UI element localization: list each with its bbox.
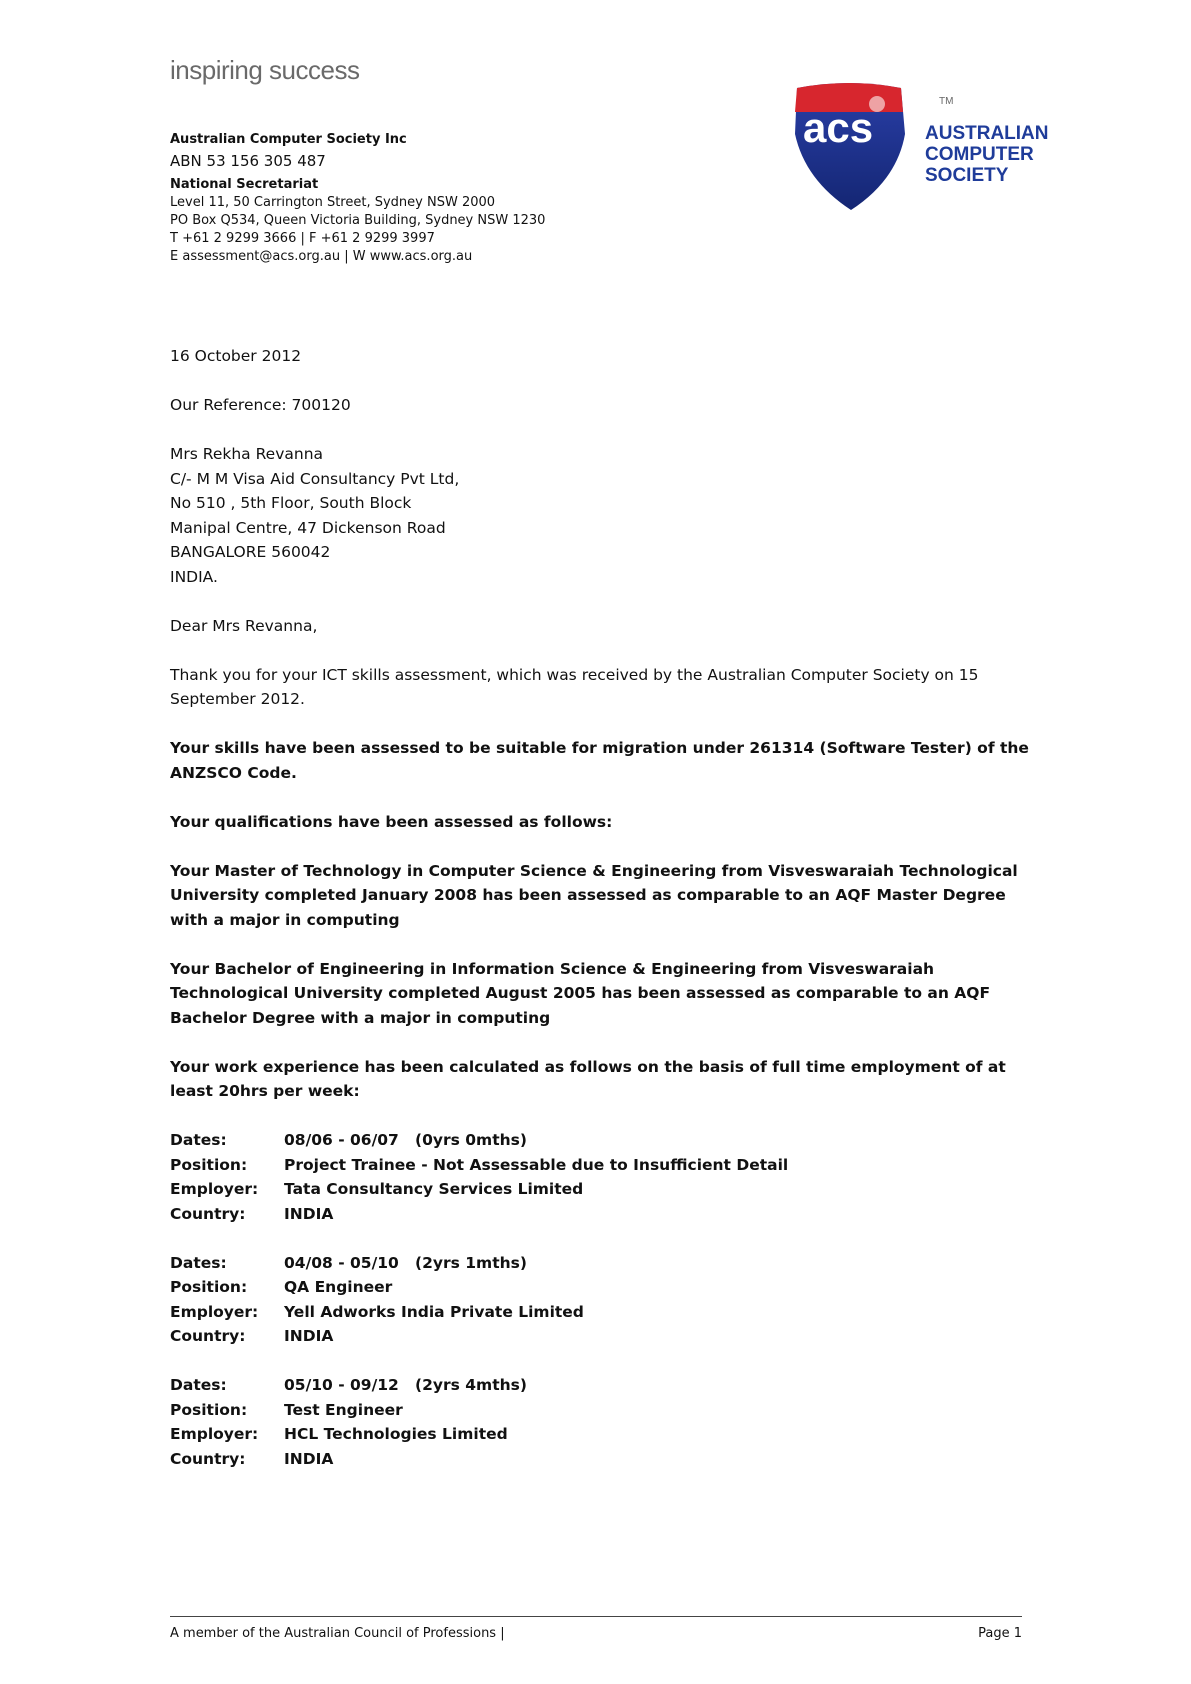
org-details: [170, 131, 545, 266]
dates-label: Dates:: [170, 1376, 227, 1394]
logo-line-2: COMPUTER: [925, 144, 1034, 165]
recipient-block: [170, 442, 1030, 589]
footer-divider: [170, 1616, 1022, 1617]
job-employer: HCL Technologies Limited: [284, 1425, 508, 1443]
letter-reference: Our Reference: 700120: [170, 396, 351, 414]
job-dates: 08/06 - 06/07 (0yrs 0mths): [284, 1131, 527, 1149]
salutation: Dear Mrs Revanna,: [170, 616, 318, 635]
country-label: Country:: [170, 1327, 246, 1345]
recipient-line: C/- M M Visa Aid Consultancy Pvt Ltd,: [170, 469, 460, 488]
footer-membership: A member of the Australian Council of Professions |: [170, 1626, 505, 1641]
address-line: PO Box Q534, Queen Victoria Building, Sydney NSW 1230: [170, 213, 546, 228]
job-entry: [170, 1251, 1030, 1349]
employer-label: Employer:: [170, 1425, 259, 1443]
position-label: Position:: [170, 1155, 248, 1174]
job-employer: Yell Adworks India Private Limited: [284, 1302, 584, 1321]
secretariat-title: National Secretariat: [170, 177, 319, 192]
skills-statement: Your skills have been assessed to be suitable for migration under 261314 (Software Tester) of the ANZSCO Code.: [170, 739, 1029, 782]
recipient-line: No 510 , 5th Floor, South Block: [170, 494, 412, 512]
page-footer: [170, 1626, 1022, 1641]
recipient-line: BANGALORE 560042: [170, 543, 331, 561]
letter-body: [170, 344, 1030, 1496]
recipient-line: Manipal Centre, 47 Dickenson Road: [170, 518, 446, 537]
country-label: Country:: [170, 1449, 246, 1468]
page-number: Page 1: [978, 1626, 1022, 1641]
job-position: QA Engineer: [284, 1278, 393, 1296]
job-position: Project Trainee - Not Assessable due to Insufficient Detail: [284, 1155, 789, 1174]
country-label: Country:: [170, 1204, 246, 1223]
address-line: E assessment@acs.org.au | W www.acs.org.au: [170, 249, 473, 264]
qualifications-heading: Your qualifications have been assessed as follows:: [170, 812, 613, 831]
experience-heading: Your work experience has been calculated as follows on the basis of full time employment of at least 20hrs per week:: [170, 1057, 1006, 1100]
job-position: Test Engineer: [284, 1400, 403, 1419]
recipient-line: Mrs Rekha Revanna: [170, 445, 324, 463]
position-label: Position:: [170, 1400, 248, 1419]
org-abn: ABN 53 156 305 487: [170, 152, 326, 170]
org-name: Australian Computer Society Inc: [170, 132, 407, 147]
address-line: T +61 2 9299 3666 | F +61 2 9299 3997: [170, 231, 435, 246]
job-entry: [170, 1128, 1030, 1226]
logo-tm: TM: [939, 96, 954, 107]
qualification-item: Your Bachelor of Engineering in Information Science & Engineering from Visveswaraiah Technological University completed August 2005 has been assessed as comparable to an AQF Bachelor Degree with a major in computing: [170, 959, 991, 1027]
letter-date: 16 October 2012: [170, 347, 302, 365]
dates-label: Dates:: [170, 1253, 227, 1272]
job-entry: [170, 1373, 1030, 1471]
job-country: INDIA: [284, 1449, 334, 1468]
logo-mark: acs: [803, 104, 874, 151]
intro-paragraph: Thank you for your ICT skills assessment, which was received by the Australian Computer Society on 15 September 2012.: [170, 665, 979, 708]
recipient-line: INDIA.: [170, 567, 218, 586]
logo-line-3: SOCIETY: [925, 165, 1009, 186]
job-dates: 05/10 - 09/12 (2yrs 4mths): [284, 1376, 527, 1394]
employer-label: Employer:: [170, 1180, 259, 1198]
job-employer: Tata Consultancy Services Limited: [284, 1180, 584, 1198]
address-line: Level 11, 50 Carrington Street, Sydney NSW 2000: [170, 195, 496, 210]
position-label: Position:: [170, 1278, 248, 1296]
logo-line-1: AUSTRALIAN: [925, 123, 1049, 144]
acs-logo: [789, 82, 1049, 217]
job-dates: 04/08 - 05/10 (2yrs 1mths): [284, 1253, 527, 1272]
tagline: inspiring success: [170, 55, 360, 85]
job-country: INDIA: [284, 1327, 334, 1345]
qualification-item: Your Master of Technology in Computer Science & Engineering from Visveswaraiah Technological University completed January 2008 has been assessed as comparable to an AQF Master Degree with a major in computing: [170, 861, 1018, 929]
dates-label: Dates:: [170, 1131, 227, 1149]
employer-label: Employer:: [170, 1302, 259, 1321]
job-country: INDIA: [284, 1204, 334, 1223]
